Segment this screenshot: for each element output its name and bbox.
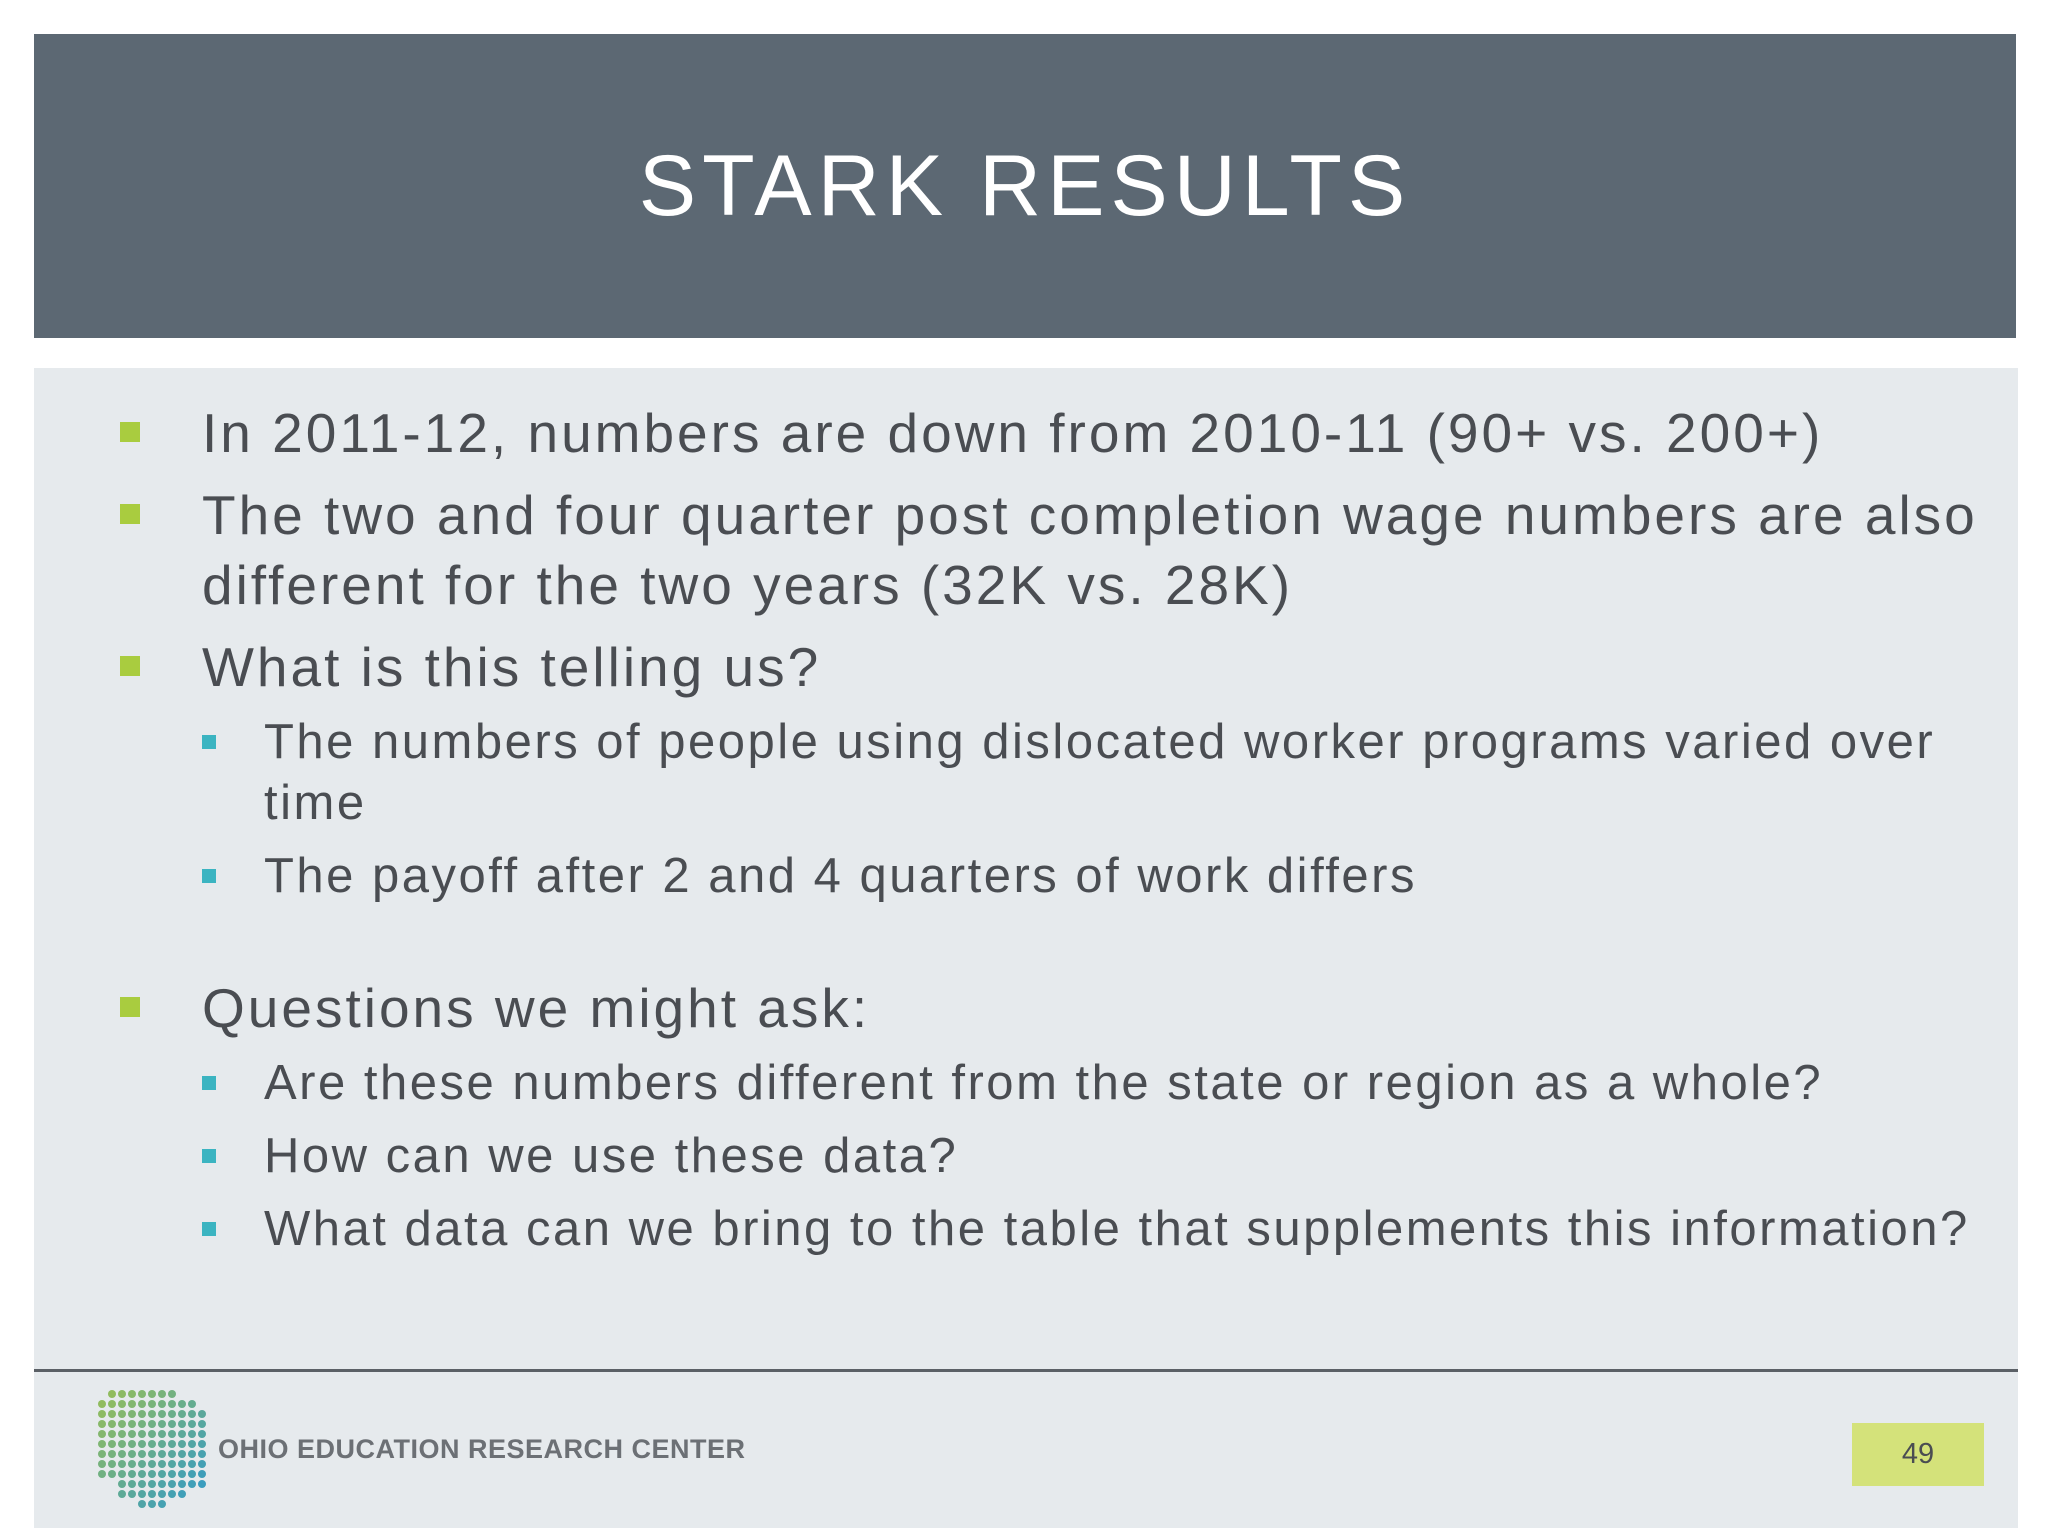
bullet-text: In 2011-12, numbers are down from 2010-11 (90+ vs. 200+)	[202, 402, 1824, 464]
bullet-item	[120, 480, 2000, 620]
sub-bullet-item	[202, 712, 2000, 834]
oerc-logo	[96, 1388, 746, 1514]
small-square-bullet-icon	[202, 735, 216, 749]
sub-bullet-list	[202, 1053, 2000, 1260]
ohio-map-dots-icon	[96, 1388, 212, 1514]
sub-bullet-item	[202, 1126, 2000, 1187]
sub-bullet-item	[202, 1199, 2000, 1260]
sub-bullet-item	[202, 1053, 2000, 1114]
bullet-item	[120, 632, 2000, 907]
square-bullet-icon	[120, 504, 140, 524]
square-bullet-icon	[120, 997, 140, 1017]
small-square-bullet-icon	[202, 1222, 216, 1236]
bullet-item	[120, 398, 2000, 468]
slide-title: STARK RESULTS	[638, 137, 1412, 234]
page-number: 49	[1901, 1438, 1935, 1470]
sub-bullet-text: The numbers of people using dislocated worker programs varied over time	[264, 715, 1936, 830]
slide-header	[34, 34, 2016, 338]
bullet-text: Questions we might ask:	[202, 977, 871, 1039]
sub-bullet-text: Are these numbers different from the state or region as a whole?	[264, 1056, 1824, 1110]
small-square-bullet-icon	[202, 869, 216, 883]
square-bullet-icon	[120, 422, 140, 442]
page-number-badge	[1852, 1423, 1984, 1486]
sub-bullet-list	[202, 712, 2000, 907]
organization-name: OHIO EDUCATION RESEARCH CENTER	[218, 1434, 746, 1464]
small-square-bullet-icon	[202, 1149, 216, 1163]
sub-bullet-text: What data can we bring to the table that supplements this information?	[264, 1202, 1970, 1256]
sub-bullet-text: How can we use these data?	[264, 1129, 959, 1183]
small-square-bullet-icon	[202, 1076, 216, 1090]
bullet-list	[120, 398, 2000, 1272]
sub-bullet-item	[202, 846, 2000, 907]
slide-body	[34, 368, 2018, 1528]
bullet-text: The two and four quarter post completion wage numbers are also different for the two years (32K vs. 28K)	[202, 484, 1978, 616]
sub-bullet-text: The payoff after 2 and 4 quarters of work differs	[264, 849, 1417, 903]
bullet-item	[120, 973, 2000, 1260]
footer-divider	[34, 1369, 2018, 1372]
square-bullet-icon	[120, 656, 140, 676]
bullet-text: What is this telling us?	[202, 636, 822, 698]
